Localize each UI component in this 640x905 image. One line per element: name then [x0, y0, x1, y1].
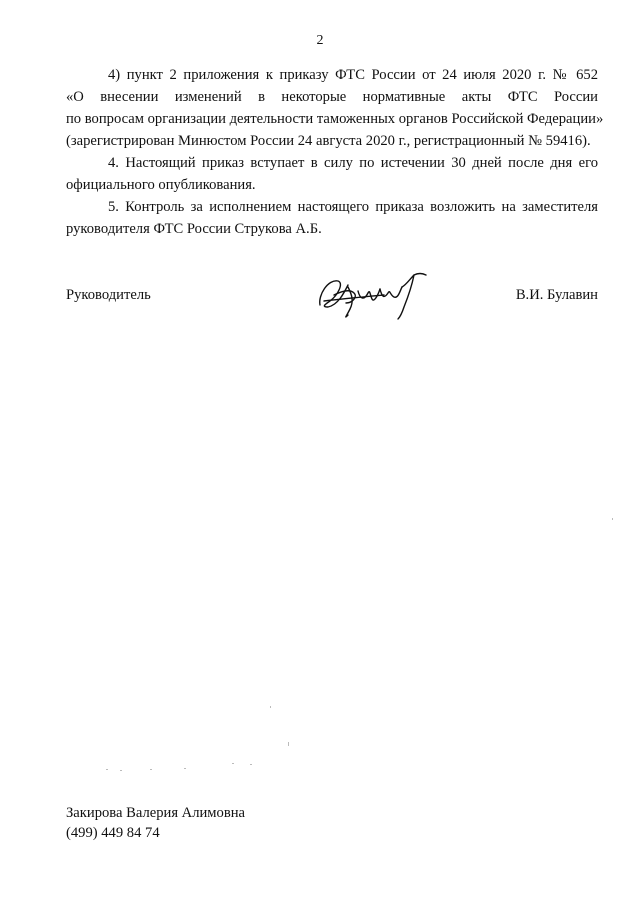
paragraph-4-line-2: официального опубликования.	[66, 177, 256, 193]
paragraph-5-line-2: руководителя ФТС России Струкова А.Б.	[66, 221, 322, 237]
paragraph-4-line-1: 4. Настоящий приказ вступает в силу по истечении 30 дней после дня его	[108, 155, 598, 171]
paragraph-5-line-1: 5. Контроль за исполнением настоящего приказа возложить на заместителя	[108, 199, 598, 215]
signatory-name: В.И. Булавин	[515, 287, 598, 303]
handwritten-signature	[314, 265, 434, 325]
paragraph-5	[66, 196, 598, 240]
paragraph-4	[66, 152, 598, 196]
item-4-paragraph	[66, 64, 604, 152]
item-4-line-4: (зарегистрирован Минюстом России 24 августа 2020 г., регистрационный № 59416).	[66, 133, 591, 149]
page-number: 2	[316, 33, 324, 48]
item-4-line-2: «О внесении изменений в некоторые нормативные акты ФТС России	[66, 89, 598, 105]
item-4-line-3: по вопросам организации деятельности таможенных органов Российской Федерации»	[66, 111, 604, 127]
signature-block	[66, 265, 598, 325]
executor-block	[66, 803, 245, 843]
item-4-line-1: 4) пункт 2 приложения к приказу ФТС России от 24 июля 2020 г. № 652	[108, 67, 598, 83]
signatory-role: Руководитель	[66, 287, 151, 303]
document-body	[66, 64, 604, 240]
executor-name: Закирова Валерия Алимовна	[66, 805, 246, 821]
executor-phone: (499) 449 84 74	[66, 825, 160, 841]
